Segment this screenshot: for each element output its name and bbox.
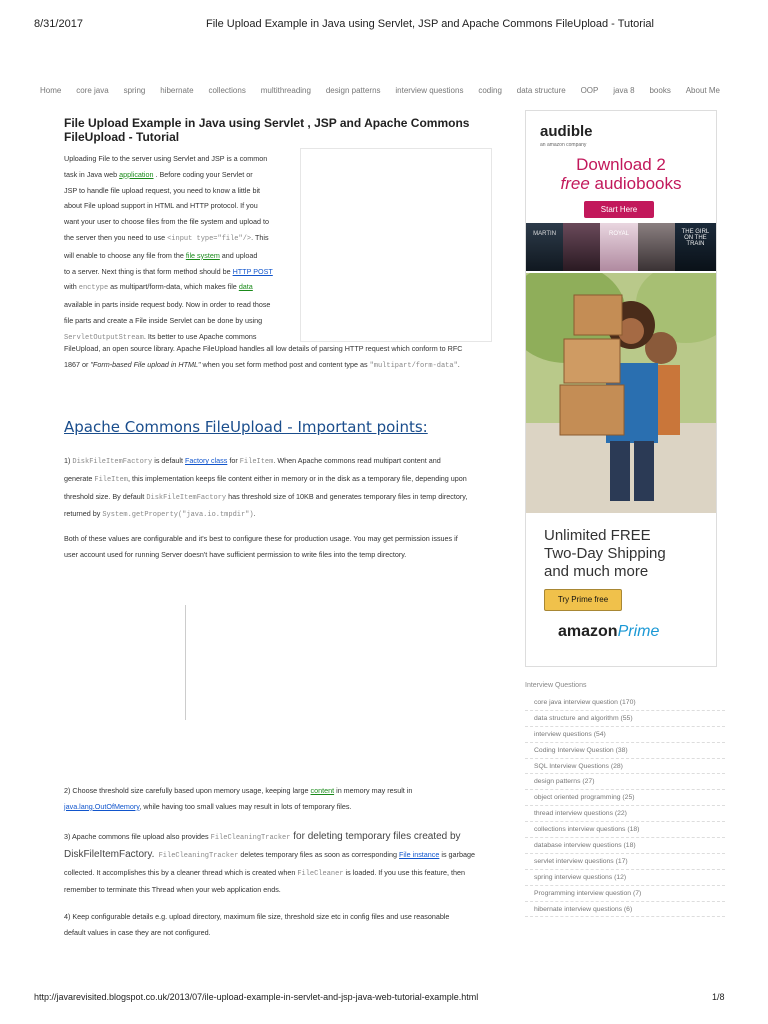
nav-interview-questions[interactable]: interview questions [395, 86, 464, 95]
link-file-system[interactable]: file system [185, 250, 220, 260]
point-1: 1) DiskFileItemFactory is default Factory class for FileItem. When Apache commons read multipart content and generate FileItem, this implementation keeps file content either in memory or in the disk as a temporary file, depending upon threshold size. By default DiskFileItemFactory has threshold size of 10KB and generates temporary files in temp directory, returned by System.getProperty("java.io.tmpdir"). [64, 456, 468, 520]
nav-multithreading[interactable]: multithreading [260, 86, 311, 95]
amazon-prime-logo: amazonPrime [558, 623, 660, 640]
sidebar-item-collections[interactable]: collections interview questions (18) [525, 822, 725, 838]
book-cover: ROYAL [600, 223, 637, 271]
audible-sub: an amazon company [540, 142, 587, 148]
footer-url: http://javarevisited.blogspot.co.uk/2013/07/ile-upload-example-in-servlet-and-jsp-java-web-tutorial-example.html [34, 992, 479, 1002]
article-title: File Upload Example in Java using Servlet , JSP and Apache Commons FileUpload - Tutorial [64, 116, 470, 144]
sidebar-item-sql[interactable]: SQL Interview Questions (28) [525, 759, 725, 775]
sidebar-item-servlet[interactable]: servlet interview questions (17) [525, 854, 725, 870]
link-content[interactable]: content [310, 786, 335, 795]
sidebar-list [525, 695, 725, 917]
prime-promo-text: Unlimited FREE Two-Day Shipping and much more [544, 527, 666, 580]
nav-oop[interactable]: OOP [580, 86, 599, 95]
sidebar-item-thread[interactable]: thread interview questions (22) [525, 806, 725, 822]
sidebar-ad[interactable] [525, 110, 717, 667]
sidebar-item-core-java[interactable]: core java interview question (170) [525, 695, 725, 711]
print-date: 8/31/2017 [34, 18, 83, 30]
nav-home[interactable]: Home [40, 86, 62, 95]
nav-design-patterns[interactable]: design patterns [325, 86, 381, 95]
embed-divider [185, 605, 186, 720]
book-cover: MARTIN [526, 223, 563, 271]
intro-paragraph: Uploading File to the server using Servlet and JSP is a common task in Java web application . Before coding your Servlet or JSP to handle file upload request, you need to know a little bit about File upload support in HTML and HTTP protocol. If you want your user to choose files from the file system and upload to the server then you need to use <input type="file"/>. This will enable to choose any file from the file system and upload to a server. Next thing is that form method should be HTTP POST with enctype as multipart/form-data, which makes file data available in parts inside request body. Now in order to read those file parts and create a File inside Servlet can be done by using ServletOutputStream. Its better to use Apache commons [64, 154, 273, 342]
section-heading: Apache Commons FileUpload - Important points: [64, 418, 428, 436]
point-4: 4) Keep configurable details e.g. upload directory, maximum file size, threshold size etc in config files and use reasonable default values in case they are not configured. [64, 912, 450, 937]
book-cover: THE GIRL ON THE TRAIN [675, 223, 716, 271]
print-title: File Upload Example in Java using Servlet, JSP and Apache Commons FileUpload - Tutorial [206, 18, 654, 30]
book-cover [563, 223, 600, 271]
sidebar-item-design-patterns[interactable]: design patterns (27) [525, 774, 725, 790]
link-factory-class[interactable]: Factory class [184, 456, 228, 465]
intro-paragraph-wide: FileUpload, an open source library. Apache FileUpload handles all low details of parsing HTTP request which conform to RFC 1867 or "Form-based File upload in HTML" when you set form method post and content type as "multipart/form-data". [64, 344, 463, 370]
sidebar-item-hibernate[interactable]: hibernate interview questions (6) [525, 902, 725, 918]
prime-photo [526, 273, 716, 513]
nav-java-8[interactable]: java 8 [613, 86, 635, 95]
sidebar-item-coding[interactable]: Coding Interview Question (38) [525, 743, 725, 759]
book-cover [638, 223, 675, 271]
nav-hibernate[interactable]: hibernate [160, 86, 194, 95]
nav-about-me[interactable]: About Me [685, 86, 720, 95]
sidebar-item-data-structure[interactable]: data structure and algorithm (55) [525, 711, 725, 727]
sidebar-item-programming[interactable]: Programming interview question (7) [525, 886, 725, 902]
nav-data-structure[interactable]: data structure [516, 86, 566, 95]
nav-books[interactable]: books [649, 86, 671, 95]
point-2: 2) Choose threshold size carefully based upon memory usage, keeping large content in memory may result in java.lang.OutOfMemory, while having too small values may result in lots of temporary files. [64, 786, 413, 811]
nav-spring[interactable]: spring [123, 86, 146, 95]
nav-collections[interactable]: collections [208, 86, 246, 95]
try-prime-button[interactable]: Try Prime free [544, 589, 622, 611]
link-application[interactable]: application [119, 169, 154, 179]
footer-page: 1/8 [712, 992, 725, 1002]
audible-logo: audible [540, 123, 593, 140]
link-data[interactable]: data [238, 282, 253, 292]
start-here-button[interactable]: Start Here [584, 201, 654, 218]
sidebar-item-interview-questions[interactable]: interview questions (54) [525, 727, 725, 743]
link-file-instance[interactable]: File instance [399, 849, 440, 859]
nav-coding[interactable]: coding [478, 86, 502, 95]
link-http-post[interactable]: HTTP POST [232, 266, 273, 276]
point-1-note: Both of these values are configurable and it's best to configure these for production usage. You may get permission issues if user account used for running Server doesn't have sufficient permission to write files into the temp directory. [64, 534, 458, 559]
audiobook-covers [526, 223, 716, 271]
sidebar-title: Interview Questions [525, 682, 587, 689]
sidebar-item-database[interactable]: database interview questions (18) [525, 838, 725, 854]
point-3: 3) Apache commons file upload also provides FileCleaningTracker for deleting temporary files created by DiskFileItemFactory. FileCleaningTracker deletes temporary files as soon as corresponding File instance is garbage collected. It accomplishes this by a cleaner thread which is created when FileCleaner is loaded. If you use this feature, then remember to terminate this Thread when your web application ends. [64, 831, 475, 895]
download-promo: Download 2 free audiobooks [560, 155, 682, 193]
inline-ad-placeholder [300, 148, 492, 342]
main-nav [40, 86, 720, 100]
link-outofmemory[interactable]: java.lang.OutOfMemory [64, 801, 140, 811]
sidebar-item-spring[interactable]: spring interview questions (12) [525, 870, 725, 886]
nav-core-java[interactable]: core java [76, 86, 109, 95]
sidebar-item-oop[interactable]: object oriented programming (25) [525, 790, 725, 806]
